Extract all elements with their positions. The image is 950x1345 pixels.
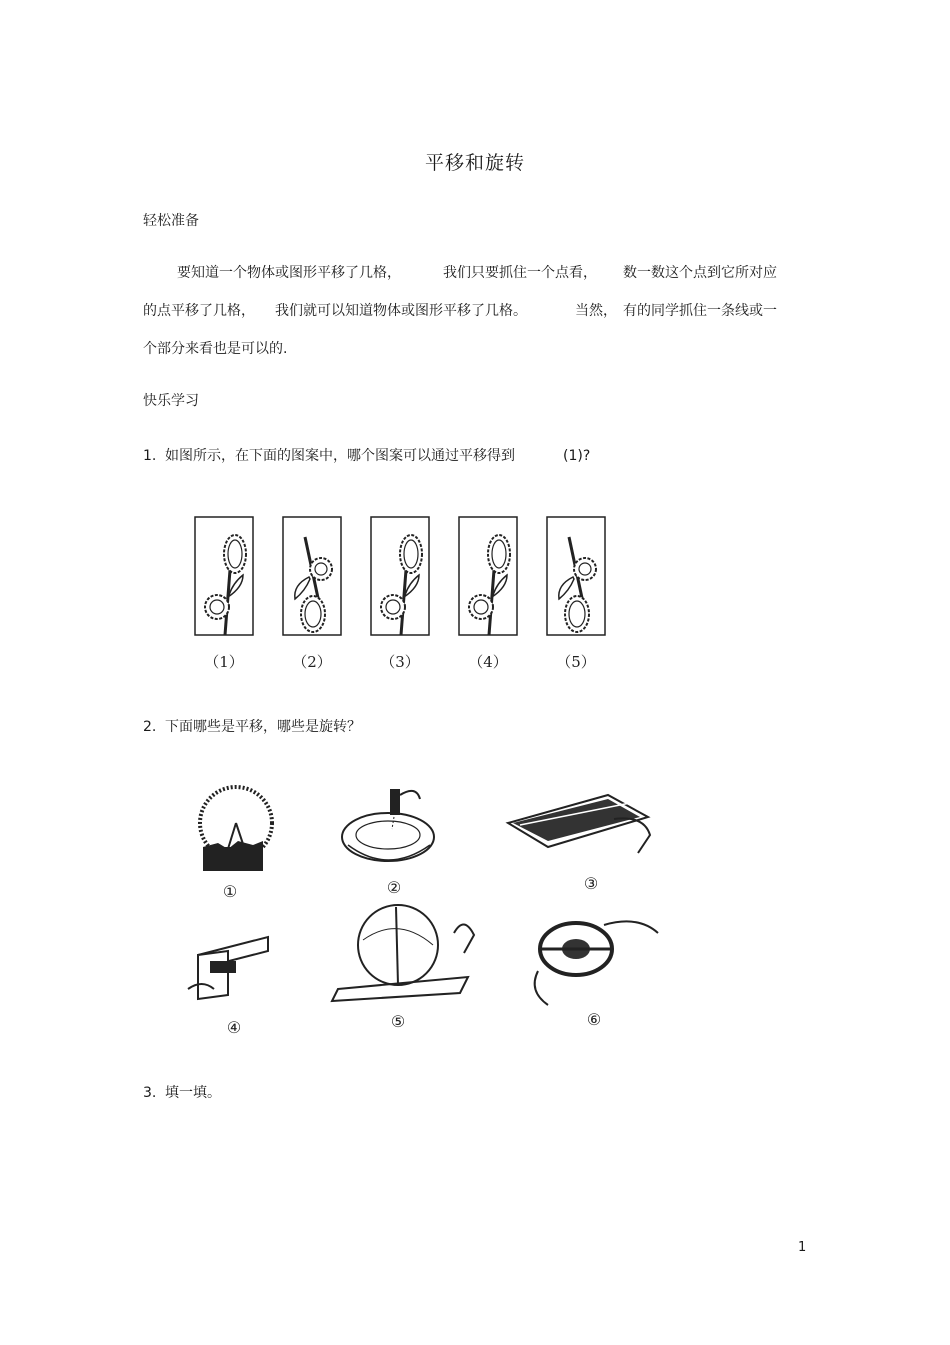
flower-pattern-figure <box>175 495 635 680</box>
scene-label-4: ④ <box>226 1018 242 1037</box>
intro-line-2c: 当然， <box>575 303 617 319</box>
question-3-number: 3. <box>143 1085 157 1101</box>
question-3 <box>143 1082 221 1102</box>
question-3-text: 填一填。 <box>165 1085 221 1101</box>
intro-line-2d: 有的同学抓住一条线或一 <box>623 303 777 319</box>
flower-label-1: （1） <box>204 653 244 671</box>
page-title: 平移和旋转 <box>424 152 525 174</box>
section-heading-learn: 快乐学习 <box>143 393 199 409</box>
intro-line-2a: 的点平移了几格， <box>143 303 255 319</box>
flower-label-4: （4） <box>468 653 508 671</box>
scene-label-3: ③ <box>583 874 599 893</box>
ferris-wheel-illustration <box>200 787 272 871</box>
section-heading-prepare: 轻松准备 <box>143 213 199 229</box>
intro-line-1b: 我们只要抓住一个点看， <box>443 265 597 281</box>
question-2-number: 2. <box>143 719 157 735</box>
question-1-ref: (1)? <box>563 448 591 464</box>
abacus-illustration <box>508 795 650 853</box>
page-number: 1 <box>798 1240 807 1255</box>
drawer-illustration <box>188 937 268 999</box>
scene-label-6: ⑥ <box>586 1010 602 1029</box>
intro-line-1a: 要知道一个物体或图形平移了几格， <box>177 265 401 281</box>
intro-line-3: 个部分来看也是可以的. <box>143 341 288 357</box>
flower-label-3: （3） <box>380 653 420 671</box>
intro-line-2b: 我们就可以知道物体或图形平移了几格。 <box>275 303 527 319</box>
question-2-text: 下面哪些是平移，哪些是旋转？ <box>165 719 361 735</box>
steering-wheel-illustration <box>535 921 658 1005</box>
scene-label-5: ⑤ <box>390 1012 406 1031</box>
question-1-text: 如图所示，在下面的图案中，哪个图案可以通过平移得到 <box>165 448 515 464</box>
motion-scenes-figure <box>168 765 698 1045</box>
question-1 <box>143 445 590 465</box>
question-2 <box>143 716 361 736</box>
flower-label-5: （5） <box>556 653 596 671</box>
sink-faucet-illustration <box>342 789 434 861</box>
intro-line-1c: 数一数这个点到它所对应 <box>623 265 777 281</box>
globe-illustration <box>332 905 474 1001</box>
intro-paragraph <box>143 262 793 362</box>
flower-label-2: （2） <box>292 653 332 671</box>
scene-label-1: ① <box>222 882 238 901</box>
scene-label-2: ② <box>386 878 402 897</box>
question-1-number: 1. <box>143 448 157 464</box>
